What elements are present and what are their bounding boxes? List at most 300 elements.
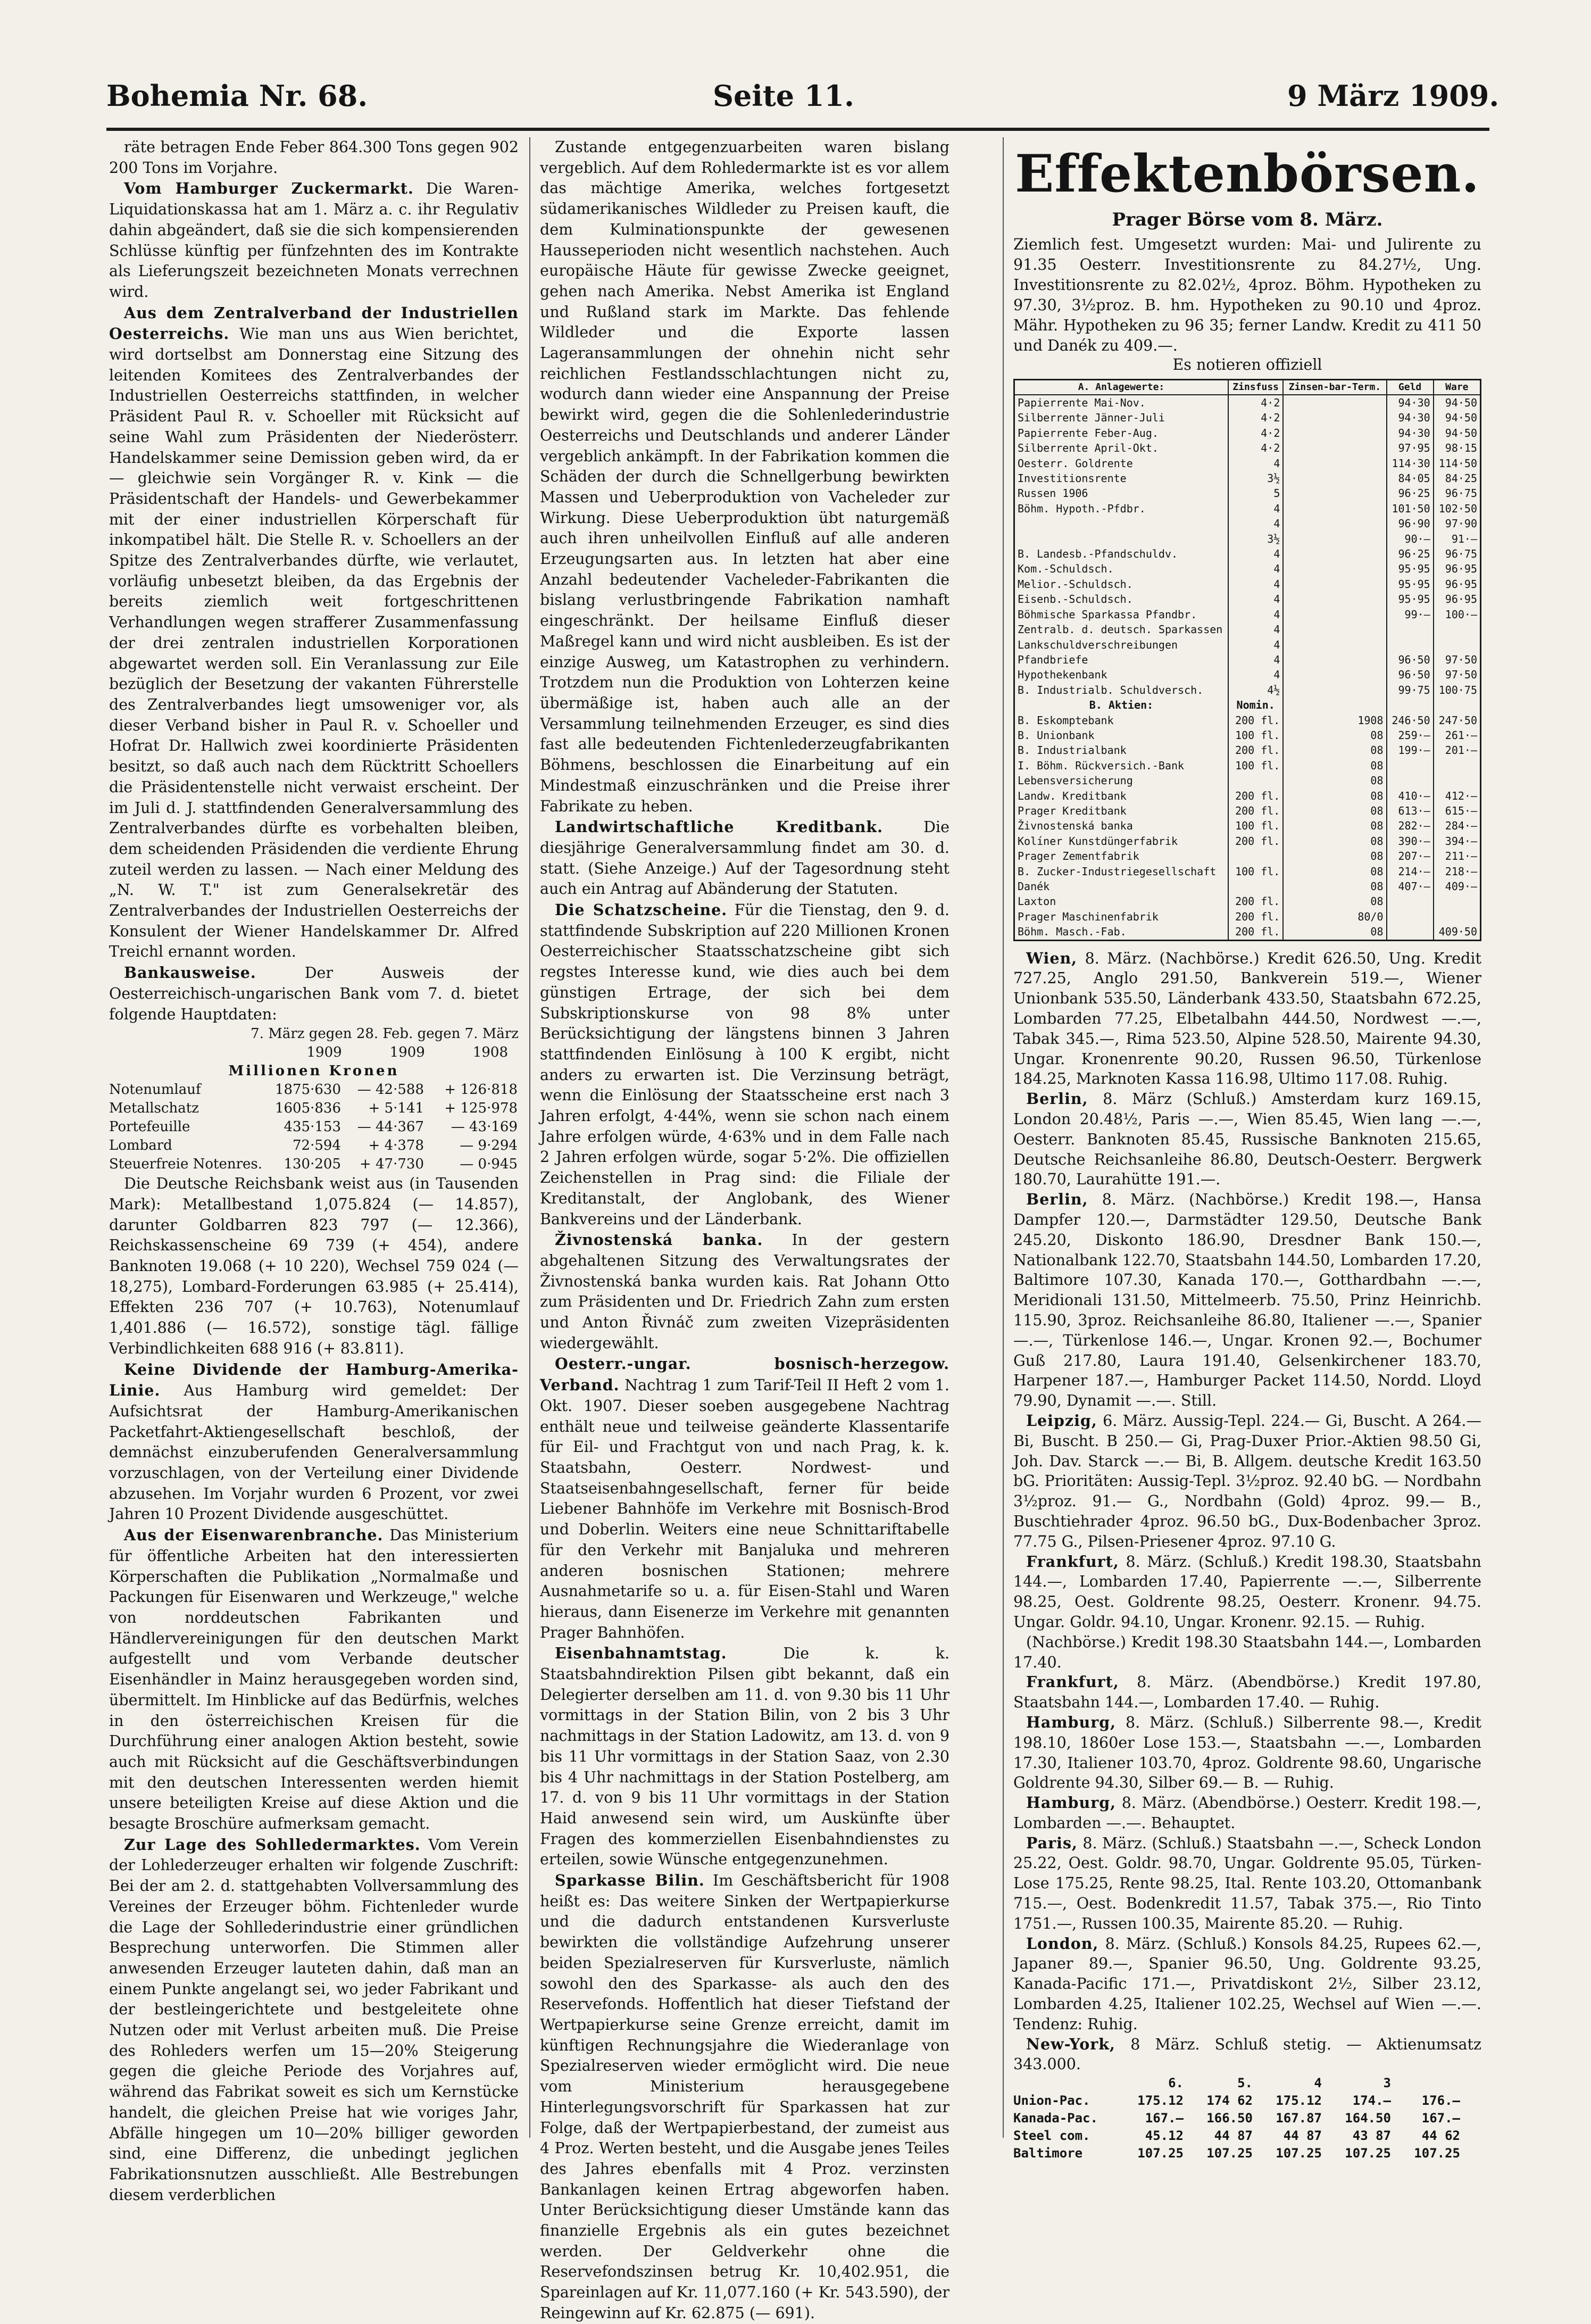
table-cell: 96·25 xyxy=(1387,486,1434,501)
bank-table-label: Lombard xyxy=(109,1138,172,1154)
article xyxy=(540,1354,949,1643)
bank-table xyxy=(109,1025,519,1174)
article xyxy=(540,900,949,1230)
article-title: Sparkasse Bilin. xyxy=(555,1871,705,1890)
table-cell xyxy=(1387,698,1434,712)
table-header-cell: Zinsen-bar-Term. xyxy=(1283,380,1386,395)
table-row xyxy=(1014,683,1481,698)
bank-table-row xyxy=(109,1136,519,1155)
table-cell: 259·— xyxy=(1387,728,1434,743)
article-body: In der gestern abgehaltenen Sitzung des Verwaltungsrates der Živnostenská banka wurden kais. Rat Johann Otto zum Präsidenten und Dr. Friedrich Zahn zum ersten und Anton Řivnáč zum zweiten Vizepräsidenten wiedergewählt. xyxy=(540,1231,950,1352)
security-name: Eisenb.-Schuldsch. xyxy=(1018,593,1133,606)
stock-price: 176.— xyxy=(1421,2093,1460,2109)
table-cell xyxy=(1283,501,1386,516)
stock-price: 4 xyxy=(1314,2076,1322,2091)
section-subtitle: Prager Börse vom 8. März. xyxy=(1112,209,1383,230)
article-title: Eisenbahnamtstag. xyxy=(555,1644,727,1663)
table-cell: 100·75 xyxy=(1434,683,1481,698)
market-city: Paris, xyxy=(1026,1833,1078,1852)
table-cell: 100 fl. xyxy=(1228,728,1283,743)
table-cell: 100 fl. xyxy=(1228,758,1283,773)
table-cell xyxy=(1387,924,1434,940)
table-cell xyxy=(1283,622,1386,637)
table-row xyxy=(1014,637,1481,652)
table-cell: 5 xyxy=(1228,486,1283,501)
table-row xyxy=(1014,879,1481,894)
stock-price: 107.25 xyxy=(1345,2146,1391,2161)
article-body: Der Ausweis der Oesterreichisch-ungarischen Bank vom 7. d. bietet folgende Hauptdaten: xyxy=(109,964,519,1023)
stock-price: 44 87 xyxy=(1214,2128,1253,2144)
table-cell: 200 fl. xyxy=(1228,743,1283,758)
market-city: Berlin, xyxy=(1026,1090,1088,1108)
market-report xyxy=(1013,1552,1481,1632)
security-name: Lebensversicherung xyxy=(1018,774,1133,787)
security-name: Hypothekenbank xyxy=(1018,668,1107,682)
article xyxy=(109,1835,519,2206)
table-row xyxy=(1014,441,1481,455)
table-cell xyxy=(1387,637,1434,652)
article-body: Zustande entgegenzuarbeiten waren bislang vergeblich. Auf dem Rohledermarkte ist es vor allem das mächtige Amerika, welches fortgesetzt südamerikanisches Wildleder zu Preisen kauft, die dem Kulminationspunkte der gewesenen Hausseperioden nicht wesentlich nachstehen. Auch europäische Häute für gewisse Zwecke geeignet, gehen nach Amerika. Nebst Amerika ist England und Rußland stark im Markte. Das fehlende Wildleder und die Exporte lassen Lageransammlungen der ohnehin nicht sehr reichlichen Festlandsschlachtungen nicht zu, wodurch dann wieder eine Anspannung der Preise bewirkt wird, gegen die die Sohlenlederindustrie Oesterreichs und Deutschlands und anderer Länder vergeblich ankämpft. In der Fabrikation kommen die Schäden der durch die Schnellgerbung bewirkten Massen und Ueberproduktion von Vacheleder zur Wirkung. Diese Ueberproduktion übt naturgemäß auch ihren unheilvollen Einfluß auf alle anderen Erzeugungsarten aus. In letzten hat aber eine Anzahl bedeutender Vacheleder-Fabrikanten die bislang verlustbringende Fabrikation namhaft eingeschränkt. Der heilsame Einfluß dieser Maßregel kann und wird nicht ausbleiben. Es ist der einzige Ausweg, um Katastrophen zu verhindern. Trotzdem nun die Produktion von Lohterzen keine übermäßige ist, haben auch alle an der Versammlung teilnehmenden Erzeuger, es sind dies fast alle bedeutenden Fichtenlederzeugfabrikanten Böhmens, beschlossen die Einarbeitung auf ein Mindestmaß einzuschränken und die Preise ihrer Fabrikate zu heben. xyxy=(540,138,949,815)
stock-price: 174 62 xyxy=(1206,2093,1253,2109)
table-cell xyxy=(1434,698,1481,712)
stock-price: 107.25 xyxy=(1137,2146,1184,2161)
article-body: Die Waren-Liquidationskassa hat am 1. März a. c. ihr Regulativ dahin abgeändert, daß sie die sich kompensierenden Schlüsse künftig per fünfzehnten des im Kontrakte als Lieferungszeit bezeichneten Monats verrechnen wird. xyxy=(109,180,519,301)
market-text: 6. März. Aussig-Tepl. 224.— Gi, Buscht. A 264.— Bi, Buscht. B 250.— Gi, Prag-Duxer Prior.-Aktien 98.50 Gi, Joh. Dav. Starck —.— Bi, B. Allgem. deutsche Kredit 163.50 bG. Prioritäten: Aussig-Tepl. 3½proz. 92.40 bG. — Nordbahn 3½proz. 91.— G., Nordbahn (Gold) 4proz. 99.— B., Buschtiehrader 4proz. 96.50 bG., Dux-Bodenbacher 3proz. 77.75 G., Pilsen-Priesener 4proz. 97.10 G. xyxy=(1013,1412,1481,1550)
table-cell: 114·30 xyxy=(1387,456,1434,471)
table-cell: 613·— xyxy=(1387,803,1434,818)
table-cell: 4 xyxy=(1228,516,1283,531)
table-cell: 4·2 xyxy=(1228,441,1283,455)
column-1 xyxy=(109,137,519,2205)
table-cell: 90·— xyxy=(1387,532,1434,546)
table-cell: 08 xyxy=(1283,834,1386,849)
bank-table-value: — 0·945 xyxy=(460,1156,518,1173)
table-cell: 412·— xyxy=(1434,788,1481,803)
table-cell: 08 xyxy=(1283,758,1386,773)
article xyxy=(540,1230,949,1354)
table-row xyxy=(1014,834,1481,849)
table-row xyxy=(1014,713,1481,728)
table-cell xyxy=(1283,410,1386,425)
table-header-cell: A. Anlagewerte: xyxy=(1014,380,1229,395)
bank-table-row xyxy=(109,1118,519,1136)
stock-price: 5. xyxy=(1237,2076,1253,2091)
stock-price: 44 87 xyxy=(1283,2128,1322,2144)
official-note: Es notieren offiziell xyxy=(1172,356,1322,374)
market-text: 8. März (Schluß.) Amsterdam kurz 169.15, London 20.48½, Paris —.—, Wien 85.45, Wien lang —.—, Oesterr. Banknoten 85.45, Russische Banknoten 215.65, Deutsche Reichsanleihe 86.80, Deutsch-Oesterr. Bergwerk 180.70, Laurahütte 191.—. xyxy=(1013,1090,1481,1189)
stock-price: 167.87 xyxy=(1276,2111,1322,2126)
stock-price: 107.25 xyxy=(1276,2146,1322,2161)
table-cell: 201·— xyxy=(1434,743,1481,758)
table-cell: 3½ xyxy=(1228,532,1283,546)
market-city: Hamburg, xyxy=(1026,1713,1117,1731)
table-row xyxy=(1014,728,1481,743)
security-name: Investitionsrente xyxy=(1018,472,1127,485)
article xyxy=(540,1643,949,1870)
market-report xyxy=(1013,1672,1481,1713)
security-name: Kolíner Kunstdüngerfabrik xyxy=(1018,834,1178,848)
bank-table-value: 1875·630 xyxy=(274,1082,341,1098)
security-name: Böhm. Hypoth.-Pfdbr. xyxy=(1018,502,1146,515)
table-cell: 394·— xyxy=(1434,834,1481,849)
table-cell: 84·05 xyxy=(1387,471,1434,486)
table-row xyxy=(1014,818,1481,833)
market-report xyxy=(1013,1190,1481,1411)
table-cell: 100 fl. xyxy=(1228,864,1283,879)
bank-table-value: + 5·141 xyxy=(368,1100,424,1117)
table-cell: 247·50 xyxy=(1434,713,1481,728)
security-name xyxy=(1014,516,1229,531)
bank-table-value: — 44·367 xyxy=(357,1119,424,1135)
table-cell: 08 xyxy=(1283,818,1386,833)
security-name: Böhmische Sparkassa Pfandbr. xyxy=(1018,608,1197,621)
security-name: B. Industrialb. Schuldversch. xyxy=(1018,683,1204,696)
security-name: Oesterr. Goldrente xyxy=(1018,456,1133,470)
table-cell xyxy=(1228,773,1283,788)
article xyxy=(109,303,519,963)
newyork-row xyxy=(1013,2110,1481,2127)
market-text: 8. März. (Abendbörse.) Oesterr. Kredit 198.—, Lombarden —.—. Behauptet. xyxy=(1013,1794,1481,1832)
table-row xyxy=(1014,471,1481,486)
stock-price: 107.25 xyxy=(1206,2146,1253,2161)
table-cell: 100·— xyxy=(1434,607,1481,622)
table-row xyxy=(1014,546,1481,561)
table-cell xyxy=(1283,456,1386,471)
security-name: B. Zucker-Industriegesellschaft xyxy=(1018,865,1217,878)
table-cell: 95·95 xyxy=(1387,592,1434,607)
security-name: Melior.-Schuldsch. xyxy=(1018,577,1133,591)
table-cell xyxy=(1283,471,1386,486)
market-text: 8. März. (Schluß.) Kredit 198.30, Staatsbahn 144.—, Lombarden 17.40, Papierrente —.—, Silberrente 98.25, Oest. Goldrente 98.25, Oesterr. Kronenr. 94.75. Ungar. Goldr. 94.10, Ungar. Kronenr. 92.15. — Ruhig. xyxy=(1013,1553,1481,1631)
security-name: Papierrente Feber-Aug. xyxy=(1018,426,1159,439)
market-report xyxy=(1013,1632,1481,1673)
table-cell: 08 xyxy=(1283,864,1386,879)
stock-price: 3 xyxy=(1383,2076,1391,2091)
article-body: Im Geschäftsbericht für 1908 heißt es: Das weitere Sinken der Wertpapierkurse und die dadurch entstandenen Kursverluste bewirkten die vollständige Aufzehrung unserer beiden Spezialreserven für Kursverluste, nämlich sowohl den des Sparkasse- als auch den des Reservefonds. Hoffentlich hat dieser Tiefstand der Wertpapierkurse seine Grenze erreicht, damit im künftigen Rechnungsjahre die Wiederanlage von Spezialreserven wieder ermöglicht wird. Die neue vom Ministerium herausgegebene Hinterlegungsvorschrift für Sparkassen hat zur Folge, daß der Wertpapierbestand, der zumeist aus 4 Proz. Werten besteht, und die Ausgabe jenes Teiles des Jahres ebenfalls mit 4 Proz. verzinsten Bankanlagen keinen Ertrag abgeworfen haben. Unter Berücksichtigung dieser Umstände kann das finanzielle Ergebnis als ein gutes bezeichnet werden. Der Geldverkehr ohne die Reservefondszinsen betrug Kr. 10,402.951, die Spareinlagen auf Kr. 11,077.160 (+ Kr. 543.590), der Reingewinn auf Kr. 62.875 (— 691). xyxy=(540,1872,949,2322)
table-row xyxy=(1014,667,1481,682)
table-row xyxy=(1014,486,1481,501)
table-row xyxy=(1014,501,1481,516)
article xyxy=(540,817,949,900)
bank-table-label: Metallschatz xyxy=(109,1100,199,1117)
page-number: Seite 11. xyxy=(713,79,854,113)
market-report xyxy=(1013,1833,1481,1934)
bank-table-value: — 42·588 xyxy=(357,1082,424,1098)
table-cell: 100 fl. xyxy=(1228,818,1283,833)
security-name: Silberrente Jänner-Juli xyxy=(1018,411,1165,425)
table-cell xyxy=(1228,879,1283,894)
table-cell: 4 xyxy=(1228,667,1283,682)
stock-price: 164.50 xyxy=(1345,2111,1391,2126)
table-cell: 199·— xyxy=(1387,743,1434,758)
table-cell: 211·— xyxy=(1434,849,1481,864)
market-report xyxy=(1013,1089,1481,1190)
article-body: Für die Tienstag, den 9. d. stattfindende Subskription auf 220 Millionen Kronen Oesterreichischer Staatsschatzscheine gibt sich regstes Interesse kund, wie dies auch bei dem günstigen Ertrage, der sich bei dem Subskriptionskurse von 98 8% unter Berücksichtigung der längstens binnen 3 Jahren stattfindenden Einlösung à 100 K ergibt, nicht anders zu erwarten ist. Die Verzinsung beträgt, wenn die Einlösung der Staatsscheine erst nach 3 Jahren erfolgt, 4·44%, wenn sie schon nach einem Jahre erfolgen würde, 4·63% und in dem Falle nach 2 Jahren erfolgen würde, sogar 5·2%. Die offiziellen Zeichenstellen in Prag sind: die Filiale der Kreditanstalt, der Anglobank, des Wiener Bankvereins und der Länderbank. xyxy=(540,901,949,1228)
table-cell xyxy=(1434,622,1481,637)
table-cell: 4·2 xyxy=(1228,426,1283,441)
header-rule xyxy=(106,128,1489,131)
article xyxy=(540,137,949,817)
article xyxy=(109,1359,519,1525)
table-cell: 284·— xyxy=(1434,818,1481,833)
column-divider xyxy=(529,137,530,2138)
security-name: I. Böhm. Rückversich.-Bank xyxy=(1018,759,1185,772)
table-cell: 4·2 xyxy=(1228,410,1283,425)
table-cell xyxy=(1387,894,1434,909)
table-cell: 08 xyxy=(1283,803,1386,818)
table-cell: 08 xyxy=(1283,894,1386,909)
market-city: Hamburg, xyxy=(1026,1794,1117,1812)
article-body: Die Deutsche Reichsbank weist aus (in Tausenden Mark): Metallbestand 1,075.824 (— 14.857), darunter Goldbarren 823 797 (— 12.366), Reichskassenscheine 69 739 (+ 454), andere Banknoten 19.068 (+ 10 220), Wechsel 759 024 (— 18,275), Lombard-Forderungen 63.985 (+ 25.414), Effekten 236 707 (+ 10.763), Notenumlauf 1,401.886 (— 16.572), sonstige tägl. fällige Verbindlichkeiten 688 916 (+ 83.811). xyxy=(109,1175,519,1357)
table-cell xyxy=(1283,441,1386,455)
table-cell: 08 xyxy=(1283,879,1386,894)
table-cell: 200 fl. xyxy=(1228,713,1283,728)
table-cell: 261·— xyxy=(1434,728,1481,743)
bank-table-value: 130·205 xyxy=(284,1156,341,1173)
bank-table-value: + 47·730 xyxy=(359,1156,424,1173)
table-cell xyxy=(1283,698,1386,712)
market-report xyxy=(1013,1934,1481,2035)
table-cell xyxy=(1283,561,1386,576)
table-cell: 08 xyxy=(1283,773,1386,788)
table-cell: 96·75 xyxy=(1434,546,1481,561)
stock-price: 175.12 xyxy=(1137,2093,1184,2109)
table-cell: 214·— xyxy=(1387,864,1434,879)
table-cell: 4½ xyxy=(1228,683,1283,698)
article xyxy=(109,1174,519,1359)
table-cell xyxy=(1283,592,1386,607)
price-table xyxy=(1013,379,1481,941)
stock-price: 6. xyxy=(1168,2076,1184,2091)
table-cell: 246·50 xyxy=(1387,713,1434,728)
table-cell: 08 xyxy=(1283,788,1386,803)
table-cell: 4 xyxy=(1228,501,1283,516)
market-text: (Nachbörse.) Kredit 198.30 Staatsbahn 144.—, Lombarden 17.40. xyxy=(1013,1633,1481,1671)
market-text: 8. März. (Schluß.) Konsols 84.25, Rupees 62.—, Japaner 89.—, Spanier 96.50, Ung. Goldrente 93.25, Kanada-Pacific 171.—, Privatdiskont 2½, Silber 23.12, Lombarden 4.25, Italiener 102.25, Wechsel auf Wien —.—. Tendenz: Ruhig. xyxy=(1013,1935,1481,2033)
table-cell xyxy=(1387,758,1434,773)
stock-name: Steel com. xyxy=(1013,2128,1090,2144)
security-name: Laxton xyxy=(1018,895,1056,908)
table-cell: 3½ xyxy=(1228,471,1283,486)
bank-table-row xyxy=(109,1081,519,1099)
article-title: Zur Lage des Sohlledermarktes. xyxy=(124,1835,421,1854)
newyork-row xyxy=(1013,2074,1481,2092)
bank-table-label: Notenumlauf xyxy=(109,1082,201,1098)
table-cell: 97·95 xyxy=(1387,441,1434,455)
table-row xyxy=(1014,773,1481,788)
table-row xyxy=(1014,456,1481,471)
article-body: Vom Verein der Lohlederzeuger erhalten wir folgende Zuschrift: Bei der am 2. d. stattgehabten Vollversammlung des Vereines der Erzeuger böhm. Fichtenleder wurde die Lage der Sohllederindustrie einer gründlichen Besprechung unterworfen. Die Stimmen aller anwesenden Erzeuger lauteten dahin, daß man an einem Punkte angelangt sei, wo jeder Fabrikant und der bestleingerichtete und bestgeleitete ohne Nutzen oder mit Verlust arbeiten muß. Die Preise des Rohleders werfen um 15—20% Steigerung gegen die gleiche Periode des Vorjahres auf, während das Fabrikat soweit es sich um Kernstücke handelt, die gleichen Preise hat wie voriges Jahr, Abfälle hingegen um 10—20% billiger geworden sind, eine Differenz, die unbedingt jeglichen Fabrikationsnutzen ausschließt. Alle Bestrebungen diesem verderblichen xyxy=(109,1836,519,2204)
market-report xyxy=(1013,1713,1481,1793)
table-row xyxy=(1014,622,1481,637)
table-cell xyxy=(1387,773,1434,788)
table-section-unit: Nomin. xyxy=(1228,698,1283,712)
newyork-row xyxy=(1013,2127,1481,2145)
table-cell: 94·30 xyxy=(1387,395,1434,410)
table-cell: 4 xyxy=(1228,561,1283,576)
bank-table-head: 7. März gegen 28. Feb. gegen 7. März xyxy=(251,1026,519,1042)
table-cell xyxy=(1283,637,1386,652)
market-text: 8. März. (Schluß.) Staatsbahn —.—, Scheck London 25.22, Oest. Goldr. 98.70, Ungar. Goldrente 95.05, Türken-Lose 175.25, Rente 98.25, Ital. Rente 103.20, Ottomanbank 715.—, Oest. Bodenkredit 11.57, Tabak 375.—, Rio Tinto 1751.—, Russen 100.35, Mairente 85.20. — Ruhig. xyxy=(1013,1834,1482,1932)
table-cell: 4 xyxy=(1228,637,1283,652)
table-cell: 94·50 xyxy=(1434,410,1481,425)
table-cell: 91·— xyxy=(1434,532,1481,546)
stock-price: 45.12 xyxy=(1145,2128,1184,2144)
security-name: B. Eskomptebank xyxy=(1018,713,1114,727)
security-name: Silberrente April-Okt. xyxy=(1018,442,1159,455)
table-cell: 96·50 xyxy=(1387,667,1434,682)
market-city: Frankfurt, xyxy=(1026,1552,1119,1571)
newyork-row xyxy=(1013,2092,1481,2110)
table-cell xyxy=(1283,486,1386,501)
article-body: Das Ministerium für öffentliche Arbeiten hat den interessierten Körperschaften die Publikation „Normalmaße und Packungen für Eisenwaren und Werkzeuge," welche von norddeutschen Fabrikanten und Händlervereinigungen für den deutschen Markt aufgestellt und vom Verbande deutscher Eisenhändler in Mainz herausgegeben worden sind, übermittelt. Im Hinblicke auf das Bedürfnis, welches in den österreichischen Kreisen für die Durchführung einer analogen Aktion besteht, sowie auch mit Rücksicht auf die Geschäftsverbindungen mit den deutschen Interessenten werden hiemit unsere beteiligten Kreise auf diese Aktion und die besagte Broschüre aufmerksam gemacht. xyxy=(109,1526,519,1833)
market-city: London, xyxy=(1026,1934,1099,1953)
table-cell xyxy=(1283,652,1386,667)
table-cell: 97·50 xyxy=(1434,652,1481,667)
table-section-title: B. Aktien: xyxy=(1089,699,1154,712)
market-intro: Ziemlich fest. Umgesetzt wurden: Mai- und Julirente zu 91.35 Oesterr. Investitionsrente zu 84.27½, Ung. Investitionsrente zu 82.02½, 4proz. Böhm. Hypotheken zu 97.30, 3½proz. B. hm. Hypotheken zu 90.10 und 4proz. Mähr. Hypotheken zu 96 35; ferner Landw. Kredit zu 411 50 und Danék zu 409.—. xyxy=(1013,236,1481,354)
stock-price: 166.50 xyxy=(1206,2111,1253,2126)
table-cell: 4 xyxy=(1228,577,1283,592)
table-cell: 4 xyxy=(1228,622,1283,637)
table-cell: 95·95 xyxy=(1387,561,1434,576)
article xyxy=(109,1525,519,1835)
security-name: Prager Kreditbank xyxy=(1018,804,1127,817)
table-cell: 207·— xyxy=(1387,849,1434,864)
table-cell: 94·50 xyxy=(1434,426,1481,441)
table-cell: 08 xyxy=(1283,924,1386,940)
bank-table-row xyxy=(109,1155,519,1174)
bank-table-year: 1909 xyxy=(306,1044,342,1061)
newyork-row xyxy=(1013,2145,1481,2162)
market-report xyxy=(1013,2035,1481,2075)
security-name: Russen 1906 xyxy=(1018,487,1088,500)
table-cell xyxy=(1283,395,1386,410)
bank-table-value: 435·153 xyxy=(284,1119,341,1135)
table-cell: 96·90 xyxy=(1387,516,1434,531)
table-row xyxy=(1014,516,1481,531)
table-cell: 08 xyxy=(1283,849,1386,864)
market-report xyxy=(1013,1411,1481,1552)
bank-table-unit: Millionen Kronen xyxy=(228,1063,399,1080)
stock-name xyxy=(1013,2074,1114,2092)
table-row xyxy=(1014,652,1481,667)
bank-table-value: + 4·378 xyxy=(368,1138,424,1154)
table-header-cell: Zinsfuss xyxy=(1228,380,1283,395)
security-name: Papierrente Mai-Nov. xyxy=(1018,396,1146,409)
table-cell xyxy=(1283,532,1386,546)
table-cell: 84·25 xyxy=(1434,471,1481,486)
market-city: Berlin, xyxy=(1026,1190,1088,1209)
bank-table-value: + 125·978 xyxy=(444,1100,518,1117)
table-row xyxy=(1014,426,1481,441)
bank-table-row xyxy=(109,1099,519,1118)
table-row xyxy=(1014,592,1481,607)
article-title: Živnostenská banka. xyxy=(555,1231,763,1249)
table-cell: 409·50 xyxy=(1434,924,1481,940)
table-cell: 80/0 xyxy=(1283,909,1386,924)
stock-name: Union-Pac. xyxy=(1013,2093,1090,2109)
table-cell: 96·95 xyxy=(1434,577,1481,592)
bank-table-label: Portefeuille xyxy=(109,1119,190,1135)
table-row xyxy=(1014,410,1481,425)
table-row xyxy=(1014,894,1481,909)
table-cell xyxy=(1283,516,1386,531)
table-cell xyxy=(1283,607,1386,622)
security-name: Prager Zementfabrik xyxy=(1018,850,1139,863)
table-cell xyxy=(1283,426,1386,441)
market-city: Leipzig, xyxy=(1026,1411,1097,1430)
table-cell xyxy=(1434,758,1481,773)
security-name: Zentralb. d. deutsch. Sparkassen xyxy=(1018,623,1223,636)
table-row xyxy=(1014,803,1481,818)
table-row xyxy=(1014,788,1481,803)
table-cell: 1908 xyxy=(1283,713,1386,728)
article xyxy=(109,178,519,302)
bank-table-year: 1908 xyxy=(472,1044,508,1061)
article-title: Aus der Eisenwarenbranche. xyxy=(124,1526,384,1545)
table-cell: 200 fl. xyxy=(1228,924,1283,940)
table-cell: 200 fl. xyxy=(1228,909,1283,924)
table-cell: 4 xyxy=(1228,652,1283,667)
table-cell: 96·25 xyxy=(1387,546,1434,561)
security-name: Živnostenská banka xyxy=(1018,819,1133,833)
table-header-cell: Ware xyxy=(1434,380,1481,395)
table-cell: 410·— xyxy=(1387,788,1434,803)
table-cell xyxy=(1283,683,1386,698)
security-name: Böhm. Masch.-Fab. xyxy=(1018,925,1127,939)
table-cell xyxy=(1434,773,1481,788)
table-cell: 615·— xyxy=(1434,803,1481,818)
bank-table-year: 1909 xyxy=(389,1044,425,1061)
section-title: Effektenbörsen. xyxy=(1015,144,1480,204)
article xyxy=(540,1870,949,2323)
market-text: 8. März. (Schluß.) Silberrente 98.—, Kredit 198.10, 1860er Lose 153.—, Staatsbahn —.—, Lombarden 17.30, Italiener 103.70, 4proz. Goldrente 98.60, Ungarische Goldrente 94.30, Silber 69.— B. — Ruhig. xyxy=(1013,1713,1482,1792)
stock-price: 175.12 xyxy=(1276,2093,1322,2109)
table-cell: 218·— xyxy=(1434,864,1481,879)
table-cell: 200 fl. xyxy=(1228,834,1283,849)
table-cell: 407·— xyxy=(1387,879,1434,894)
table-cell: 4·2 xyxy=(1228,395,1283,410)
table-cell xyxy=(1387,909,1434,924)
table-row xyxy=(1014,849,1481,864)
table-row xyxy=(1014,395,1481,410)
table-cell: 96·95 xyxy=(1434,561,1481,576)
table-cell: 200 fl. xyxy=(1228,894,1283,909)
article-title: Die Schatzscheine. xyxy=(555,901,728,919)
table-row xyxy=(1014,743,1481,758)
security-name: Prager Maschinenfabrik xyxy=(1018,910,1159,923)
security-name: B. Industrialbank xyxy=(1018,744,1127,757)
table-row xyxy=(1014,924,1481,940)
table-cell: 200 fl. xyxy=(1228,788,1283,803)
table-cell: 102·50 xyxy=(1434,501,1481,516)
table-cell: 08 xyxy=(1283,728,1386,743)
table-row xyxy=(1014,561,1481,576)
table-cell: 96·50 xyxy=(1387,652,1434,667)
table-cell: 99·75 xyxy=(1387,683,1434,698)
bank-table-value: — 9·294 xyxy=(460,1138,518,1154)
market-report xyxy=(1013,1793,1481,1833)
table-row xyxy=(1014,758,1481,773)
security-name: B. Landesb.-Pfandschuldv. xyxy=(1018,547,1178,561)
market-reports xyxy=(1013,949,1481,2163)
table-cell: 96·95 xyxy=(1434,592,1481,607)
article xyxy=(109,962,519,1025)
table-cell: 99·— xyxy=(1387,607,1434,622)
article-title: Landwirtschaftliche Kreditbank. xyxy=(555,818,884,836)
article-body: Die diesjährige Generalversammlung findet am 30. d. statt. (Siehe Anzeige.) Auf der Tagesordnung steht auch ein Antrag auf Abänderung der Statuten. xyxy=(540,818,950,898)
